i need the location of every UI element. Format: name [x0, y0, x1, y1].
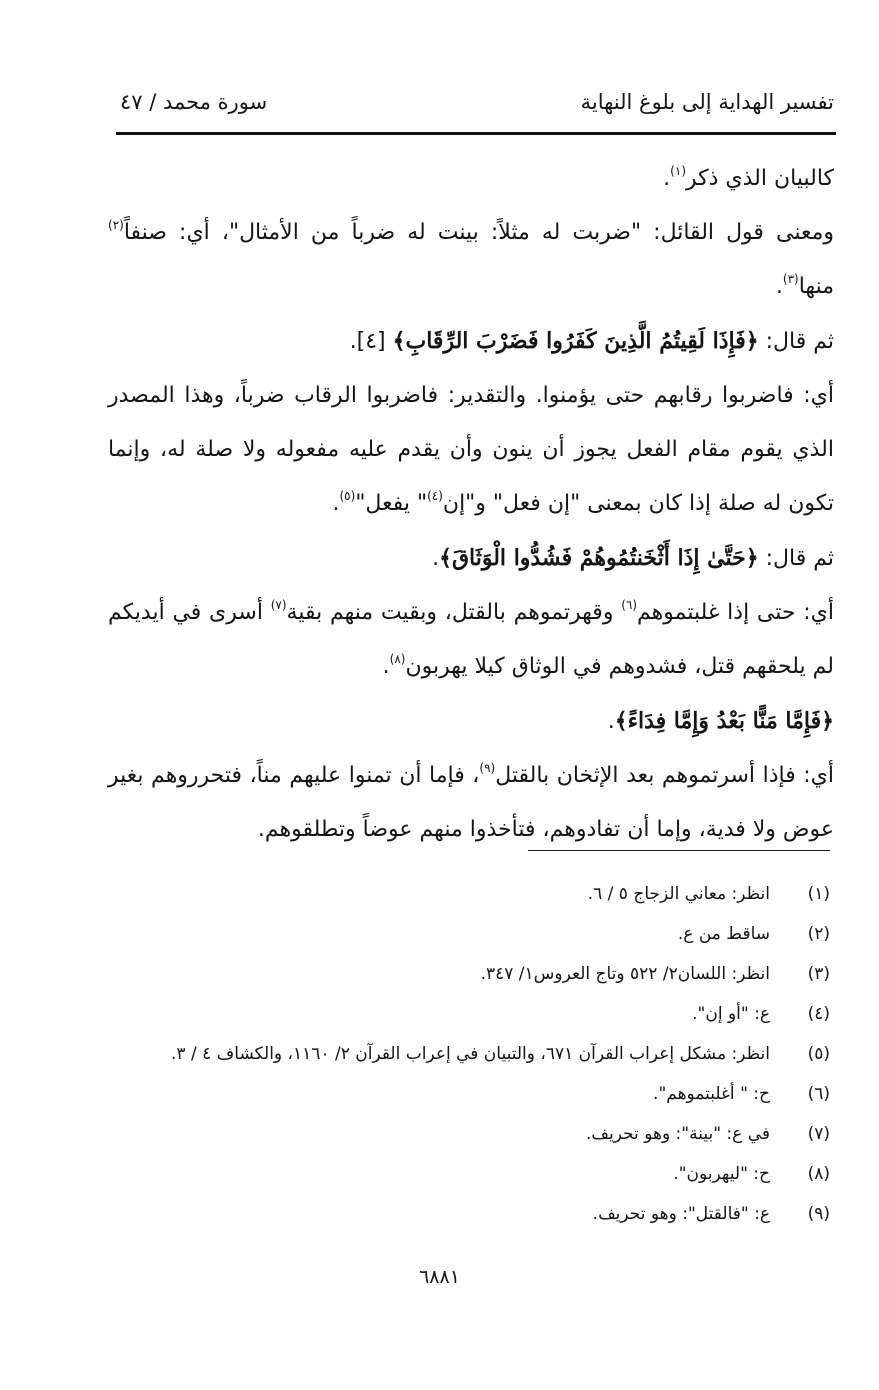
footnote-item — [100, 874, 830, 914]
verse-reference: [٤]. — [349, 329, 393, 354]
paragraph-text: أي: فإذا أسرتموهم بعد الإثخان بالقتل — [495, 763, 834, 788]
footnote-text: ساقط من ع. — [677, 924, 770, 944]
footnote-ref: (٣) — [782, 272, 799, 286]
paragraph-8 — [108, 749, 834, 857]
running-header — [116, 86, 834, 126]
footnote-number: (٨) — [807, 1164, 830, 1184]
footnote-item — [100, 1074, 830, 1114]
footnote-item — [100, 1194, 830, 1234]
header-rule — [116, 132, 836, 135]
footnote-ref: (٦) — [621, 598, 638, 612]
footnote-text: انظر: اللسان٢/ ٥٢٢ وتاج العروس١/ ٣٤٧. — [480, 964, 770, 984]
paragraph-7 — [108, 694, 834, 749]
footnote-ref: (٧) — [270, 598, 287, 612]
footnote-item — [100, 914, 830, 954]
paragraph-text: ثم قال: — [758, 546, 834, 571]
paragraph-1 — [108, 152, 834, 206]
paragraph-text: . — [607, 709, 615, 734]
paragraph-text: . — [663, 166, 671, 191]
paragraph-text: . — [332, 491, 340, 516]
quran-verse: ﴿حَتَّىٰ إِذَا أَثْخَنتُمُوهُمْ فَشُدُّوا الْوَثَاقَ﴾ — [439, 545, 759, 571]
paragraph-text: " يفعل" — [355, 491, 428, 516]
paragraph-text: كالبيان الذي ذكر — [686, 166, 834, 191]
paragraph-text: منها — [798, 274, 834, 299]
surah-label: سورة محمد / ٤٧ — [120, 90, 268, 114]
paragraph-text: أي: حتى إذا غلبتموهم — [637, 600, 835, 625]
footnote-text: انظر: مشكل إعراب القرآن ٦٧١، والتبيان في إعراب القرآن ٢/ ١١٦٠، والكشاف ٤ / ٣. — [171, 1044, 770, 1064]
footnote-ref: (٥) — [339, 489, 356, 503]
footnote-text: في ع: "بينة": وهو تحريف. — [585, 1124, 770, 1144]
paragraph-text: وقهرتموهم بالقتل، وبقيت منهم بقية — [286, 600, 622, 625]
paragraph-text: . — [382, 654, 390, 679]
paragraph-text: أسرى في أيديكم لم يلحقهم قتل، فشدوهم في الوثاق كيلا يهربون — [108, 600, 834, 679]
footnote-separator — [528, 850, 830, 851]
footnote-item — [100, 994, 830, 1034]
footnote-text: انظر: معاني الزجاج ٥ / ٦. — [587, 884, 770, 904]
footnote-text: ح: " أغلبتموهم". — [653, 1084, 770, 1104]
footnote-number: (٤) — [807, 1004, 830, 1024]
footnote-ref: (٢) — [108, 218, 124, 232]
footnote-number: (٩) — [807, 1204, 830, 1224]
main-text — [108, 152, 834, 857]
footnote-ref: (٨) — [389, 652, 406, 666]
footnote-number: (٧) — [807, 1124, 830, 1144]
footnote-number: (٥) — [807, 1044, 830, 1064]
quran-verse: ﴿فَإِذَا لَقِيتُمُ الَّذِينَ كَفَرُوا فَضَرْبَ الرِّقَابِ﴾ — [392, 328, 759, 354]
footnotes-list — [100, 874, 830, 1234]
paragraph-3 — [108, 314, 834, 369]
paragraph-text: . — [775, 274, 783, 299]
footnote-number: (٢) — [807, 924, 830, 944]
footnote-item — [100, 1034, 830, 1074]
paragraph-text: ثم قال: — [758, 329, 834, 354]
footnote-text: ح: "ليهربون". — [673, 1164, 770, 1184]
footnote-item — [100, 1114, 830, 1154]
footnote-item — [100, 1154, 830, 1194]
footnote-ref: (٤) — [427, 489, 443, 503]
paragraph-text: ، فإما أن تمنوا عليهم مناً، فتحرروهم بغير عوض ولا فدية، وإما أن تفادوهم، فتأخذوا منهم عوضاً وتطلقوهم. — [108, 763, 834, 842]
book-title: تفسير الهداية إلى بلوغ النهاية — [580, 90, 834, 114]
footnote-number: (٣) — [807, 964, 830, 984]
footnote-text: ع: "فالقتل": وهو تحريف. — [592, 1204, 770, 1224]
paragraph-4 — [108, 369, 834, 531]
footnote-number: (١) — [807, 884, 830, 904]
footnote-item — [100, 954, 830, 994]
page-number: ٦٨٨١ — [419, 1266, 460, 1288]
footnote-ref: (٩) — [479, 761, 496, 775]
footnote-ref: (١) — [670, 164, 686, 178]
paragraph-text: . — [432, 546, 440, 571]
paragraph-text: أي: فاضربوا رقابهم حتى يؤمنوا. والتقدير: فاضربوا الرقاب ضرباً، وهذا المصدر الذي يقوم مقام الفعل يجوز أن ينون وأن يقدم عليه مفعوله ولا صلة له، وإنما تكون له صلة إذا كان بمعنى "إن فعل" و"إن — [108, 383, 834, 516]
paragraph-text: ومعنى قول القائل: "ضربت له مثلاً: بينت له ضرباً من الأمثال"، أي: صنفاً — [123, 220, 834, 245]
paragraph-2 — [108, 206, 834, 314]
footnote-number: (٦) — [807, 1084, 830, 1104]
paragraph-5 — [108, 531, 834, 586]
paragraph-6 — [108, 586, 834, 694]
footnote-text: ع: "أو إن". — [692, 1004, 770, 1024]
quran-verse: ﴿فَإِمَّا مَنًّا بَعْدُ وَإِمَّا فِدَاءً﴾ — [614, 708, 834, 734]
